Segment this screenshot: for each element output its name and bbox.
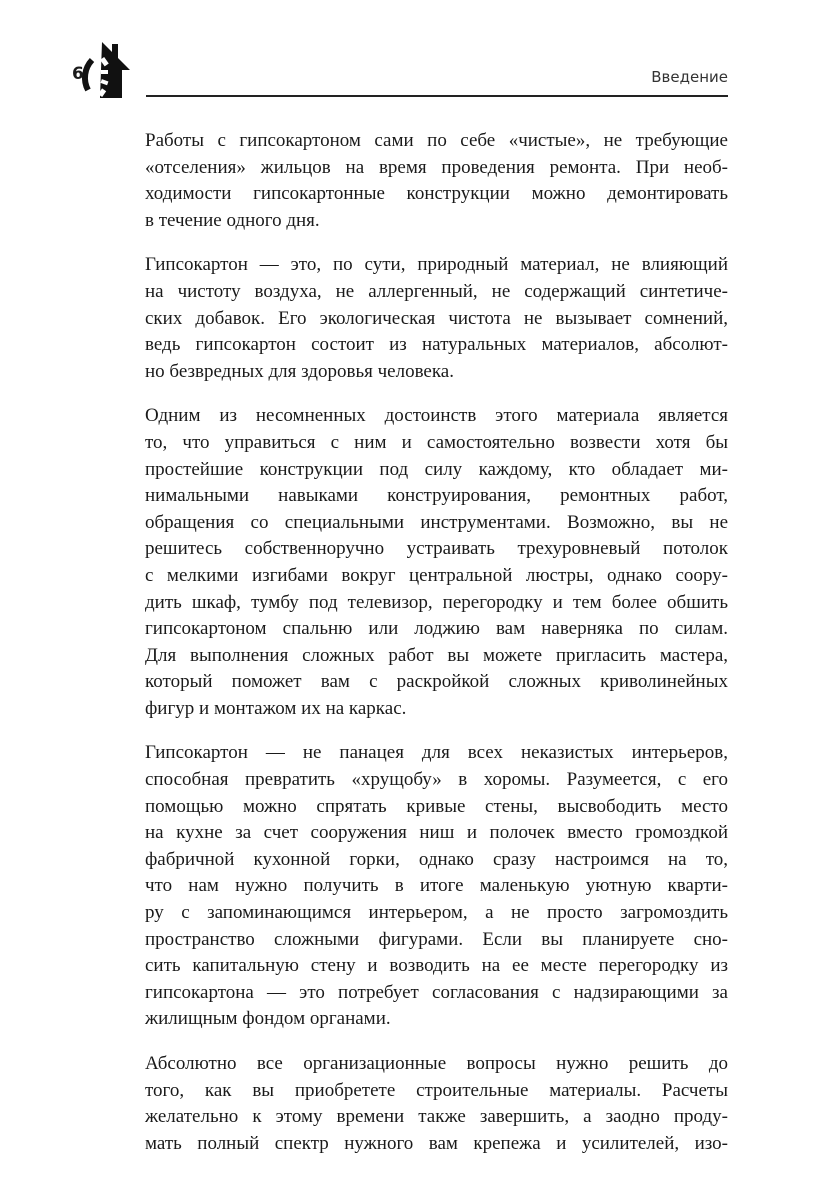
page-number: 6 — [72, 64, 84, 84]
text-line: жилищным фондом органами. — [145, 1008, 391, 1030]
paragraph — [145, 252, 728, 385]
text-line: Абсолютно все организационные вопросы нужно решить до — [145, 1053, 728, 1074]
text-line: фабричной кухонной горки, однако сразу настроимся на то, — [145, 848, 728, 870]
text-line: дить шкаф, тумбу под телевизор, перегородку и тем более обшить — [145, 591, 728, 613]
text-line: который поможет вам с раскройкой сложных криволинейных — [145, 671, 728, 693]
text-line: на чистоту воздуха, не аллергенный, не содержащий синтетиче- — [145, 280, 728, 302]
text-line: пространство сложными фигурами. Если вы планируете сно- — [145, 928, 728, 950]
text-line: решитесь собственноручно устраивать трехуровневый потолок — [145, 538, 728, 560]
text-line: но безвредных для здоровья человека. — [145, 360, 454, 382]
text-line: сить капитальную стену и возводить на ее месте перегородку из — [145, 955, 728, 977]
paragraph — [145, 403, 728, 722]
section-title: Введение — [651, 68, 728, 86]
text-line: способная превратить «хрущобу» в хоромы. Разумеется, с его — [145, 769, 728, 791]
text-line: с мелкими изгибами вокруг центральной люстры, однако соору- — [145, 564, 728, 586]
paragraph — [145, 128, 728, 234]
text-line: то, что управиться с ним и самостоятельно возвести хотя бы — [145, 431, 728, 453]
paragraph — [145, 740, 728, 1033]
text-line: Гипсокартон — это, по сути, природный материал, не влияющий — [145, 254, 728, 276]
text-line: на кухне за счет сооружения ниш и полочек вместо громоздкой — [145, 822, 728, 844]
text-line: что нам нужно получить в итоге маленькую уютную кварти- — [145, 875, 728, 897]
text-line: ведь гипсокартон состоит из натуральных материалов, абсолют- — [145, 334, 728, 356]
text-line: «отселения» жильцов на время проведения ремонта. При необ- — [145, 156, 728, 178]
text-line: ру с запоминающимся интерьером, а не просто загромоздить — [145, 902, 728, 924]
text-line: Гипсокартон — не панацея для всех неказистых интерьеров, — [145, 742, 728, 764]
page-header — [62, 40, 728, 98]
text-line: фигур и монтажом их на каркас. — [145, 697, 407, 719]
text-line: простейшие конструкции под силу каждому, кто обладает ми- — [145, 458, 728, 480]
text-line: Работы с гипсокартоном сами по себе «чистые», не требующие — [145, 130, 728, 151]
paragraph — [145, 1051, 728, 1157]
header-rule — [146, 95, 728, 97]
text-line: Для выполнения сложных работ вы можете пригласить мастера, — [145, 644, 728, 666]
text-line: мать полный спектр нужного вам крепежа и усилителей, изо- — [145, 1132, 728, 1154]
text-line: Одним из несомненных достоинств этого материала является — [145, 405, 728, 427]
text-line: гипсокартоном спальню или лоджию вам наверняка по силам. — [145, 618, 728, 640]
text-line: помощью можно спрятать кривые стены, высвободить место — [145, 795, 728, 817]
body-text — [145, 128, 728, 1175]
text-line: гипсокартона — это потребует согласования с надзирающими за — [145, 981, 728, 1003]
text-line: желательно к этому времени также завершить, а заодно проду- — [145, 1106, 728, 1128]
text-line: обращения со специальными инструментами. Возможно, вы не — [145, 511, 728, 533]
text-line: ских добавок. Его экологическая чистота не вызывает сомнений, — [145, 307, 728, 329]
text-line: в течение одного дня. — [145, 209, 320, 231]
text-line: того, как вы приобретете строительные материалы. Расчеты — [145, 1079, 728, 1101]
text-line: нимальными навыками конструирования, ремонтных работ, — [145, 485, 728, 507]
text-line: ходимости гипсокартонные конструкции можно демонтировать — [145, 183, 728, 205]
